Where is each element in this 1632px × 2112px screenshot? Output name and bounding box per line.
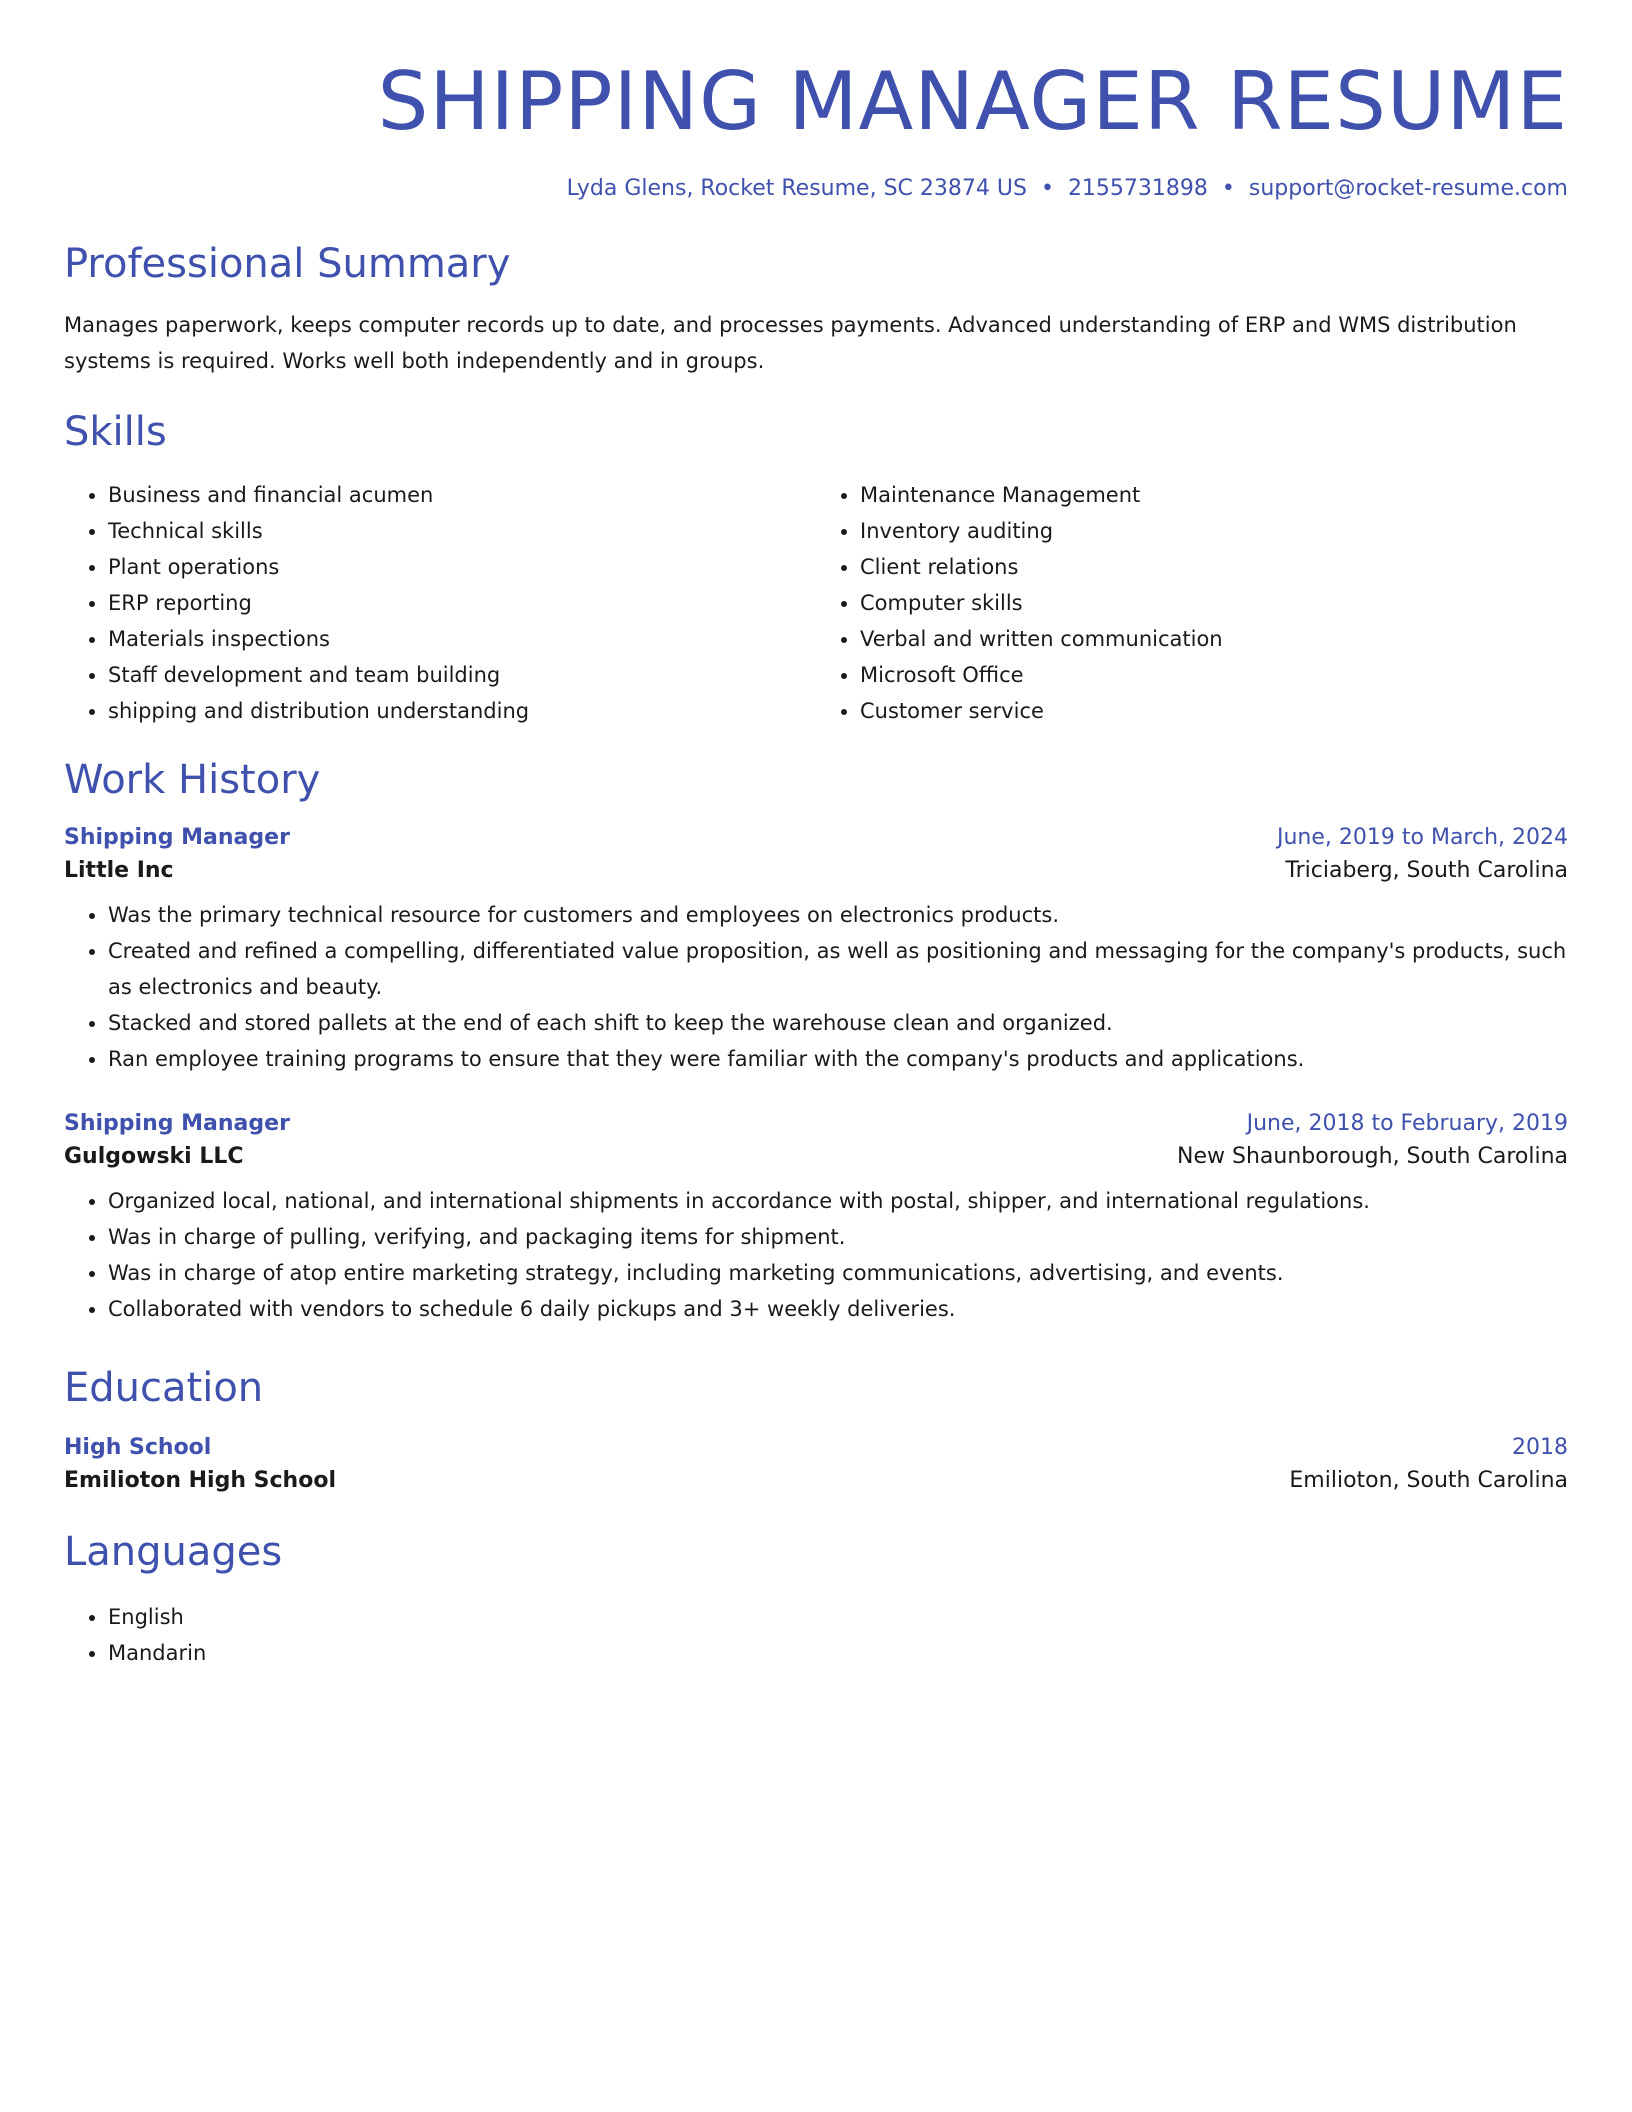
job-location: New Shaunborough, South Carolina xyxy=(1177,1144,1568,1169)
skill-item: • Business and financial acumen xyxy=(108,477,816,513)
education-school: Emilioton High School xyxy=(64,1468,336,1493)
skill-item: • Technical skills xyxy=(108,513,816,549)
job-entry xyxy=(64,1111,1568,1327)
skill-item: • Verbal and written communication xyxy=(860,621,1568,657)
education-degree: High School xyxy=(64,1435,212,1460)
job-bullet: • Was in charge of atop entire marketing strategy, including marketing communications, advertising, and events. xyxy=(108,1255,1568,1291)
job-bullet: • Ran employee training programs to ensure that they were familiar with the company's products and applications. xyxy=(108,1041,1568,1077)
contact-phone: 2155731898 xyxy=(1067,176,1208,201)
job-dates: June, 2018 to February, 2019 xyxy=(1246,1111,1568,1136)
education-header-row xyxy=(64,1435,1568,1460)
languages-heading: Languages xyxy=(64,1529,283,1575)
skill-item: • Client relations xyxy=(860,549,1568,585)
contact-separator: • xyxy=(1221,176,1235,201)
skill-item: • Materials inspections xyxy=(108,621,816,657)
languages-list xyxy=(64,1599,1568,1671)
language-item: • Mandarin xyxy=(108,1635,1568,1671)
job-role: Shipping Manager xyxy=(64,825,290,850)
skills-column-right xyxy=(816,477,1568,729)
job-bullets xyxy=(64,1183,1568,1327)
skill-item: • Customer service xyxy=(860,693,1568,729)
resume-title: SHIPPING MANAGER RESUME xyxy=(377,55,1568,148)
education-school-row xyxy=(64,1468,1568,1493)
job-location: Triciaberg, South Carolina xyxy=(1285,858,1568,883)
job-company: Little Inc xyxy=(64,858,174,883)
skills-column-left xyxy=(64,477,816,729)
job-company: Gulgowski LLC xyxy=(64,1144,244,1169)
skill-item: • Computer skills xyxy=(860,585,1568,621)
work-history-heading: Work History xyxy=(64,757,321,803)
education-location: Emilioton, South Carolina xyxy=(1289,1468,1568,1493)
skill-item: • Microsoft Office xyxy=(860,657,1568,693)
job-bullet: • Was the primary technical resource for customers and employees on electronics products. xyxy=(108,897,1568,933)
education-entry xyxy=(64,1435,1568,1493)
job-entry xyxy=(64,825,1568,1077)
education-year: 2018 xyxy=(1512,1435,1568,1460)
summary-heading: Professional Summary xyxy=(64,241,511,287)
job-bullet: • Stacked and stored pallets at the end of each shift to keep the warehouse clean and organized. xyxy=(108,1005,1568,1041)
contact-email: support@rocket-resume.com xyxy=(1248,176,1568,201)
job-role: Shipping Manager xyxy=(64,1111,290,1136)
skill-item: • Maintenance Management xyxy=(860,477,1568,513)
skill-item: • ERP reporting xyxy=(108,585,816,621)
job-bullet: • Was in charge of pulling, verifying, and packaging items for shipment. xyxy=(108,1219,1568,1255)
skill-item: • Inventory auditing xyxy=(860,513,1568,549)
skill-item: • shipping and distribution understanding xyxy=(108,693,816,729)
language-item: • English xyxy=(108,1599,1568,1635)
contact-address: Lyda Glens, Rocket Resume, SC 23874 US xyxy=(566,176,1027,201)
job-bullet: • Organized local, national, and international shipments in accordance with postal, shipper, and international regulations. xyxy=(108,1183,1568,1219)
skills-heading: Skills xyxy=(64,409,167,455)
education-heading: Education xyxy=(64,1365,264,1411)
skills-list xyxy=(64,477,1568,729)
skill-item: • Plant operations xyxy=(108,549,816,585)
job-header-row xyxy=(64,1111,1568,1136)
skill-item: • Staff development and team building xyxy=(108,657,816,693)
job-bullets xyxy=(64,897,1568,1077)
job-dates: June, 2019 to March, 2024 xyxy=(1277,825,1568,850)
job-bullet: • Created and refined a compelling, differentiated value proposition, as well as positioning and messaging for the company's products, such as electronics and beauty. xyxy=(108,933,1568,1005)
job-bullet: • Collaborated with vendors to schedule 6 daily pickups and 3+ weekly deliveries. xyxy=(108,1291,1568,1327)
contact-separator: • xyxy=(1040,176,1054,201)
job-header-row xyxy=(64,825,1568,850)
summary-text: Manages paperwork, keeps computer records up to date, and processes payments. Advanced understanding of ERP and WMS distribution systems is required. Works well both independently and in groups. xyxy=(64,313,1517,373)
job-company-row xyxy=(64,1144,1568,1169)
job-company-row xyxy=(64,858,1568,883)
contact-line xyxy=(64,176,1568,201)
